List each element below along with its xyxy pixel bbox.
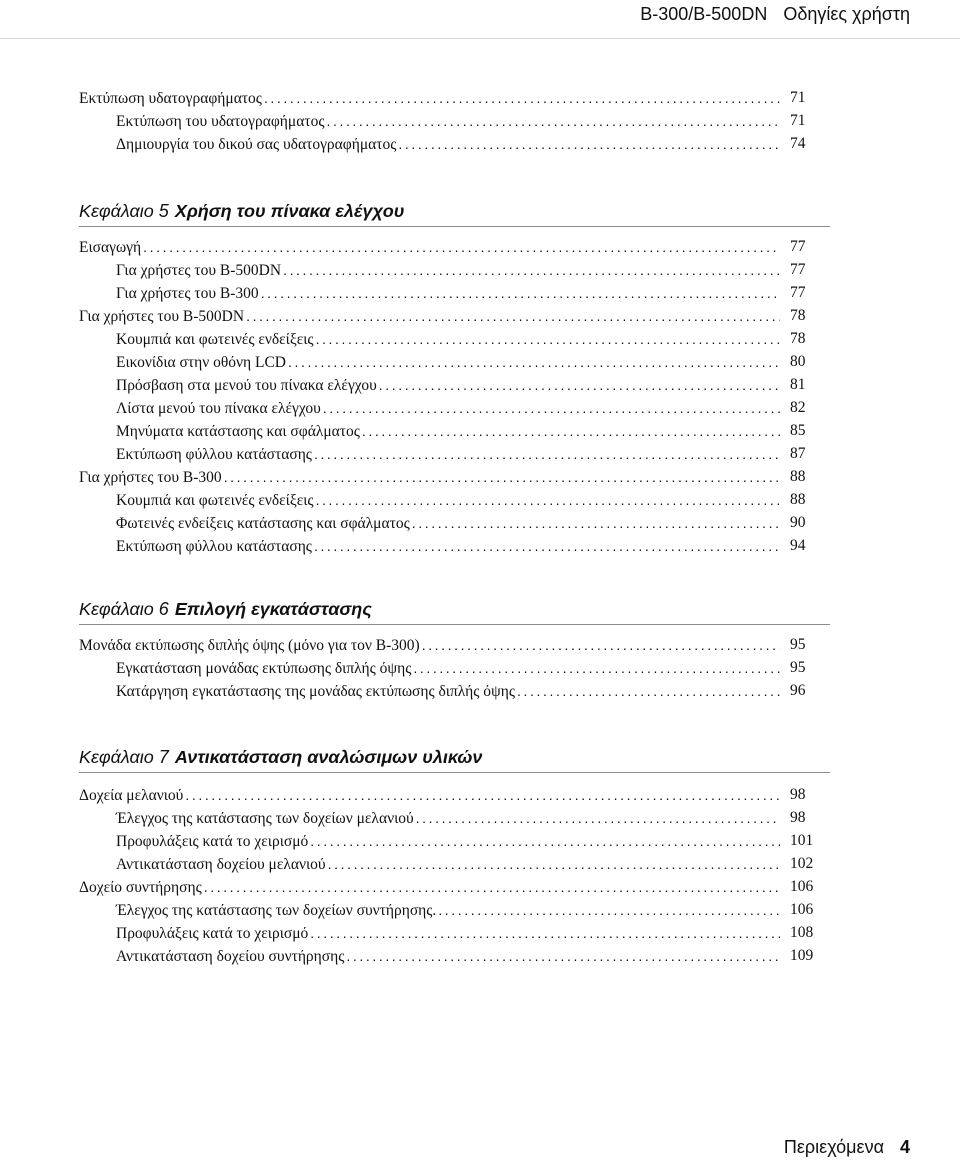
toc-entry-page[interactable]: 88 (790, 491, 806, 508)
toc-entry-page[interactable]: 85 (790, 422, 806, 439)
chapter-name: Αντικατάσταση αναλώσιμων υλικών (174, 747, 483, 767)
toc-entry[interactable] (79, 783, 783, 807)
leader-dots (517, 679, 780, 703)
leader-dots (264, 86, 780, 110)
leader-dots (143, 235, 780, 259)
chapter-divider (79, 624, 830, 625)
toc-entry-page[interactable]: 106 (790, 878, 814, 895)
toc-entry-title: Έλεγχος της κατάστασης των δοχείων μελανιού (116, 810, 414, 827)
leader-dots (261, 281, 780, 305)
toc-entry-page[interactable]: 71 (790, 89, 806, 106)
leader-dots (316, 327, 780, 351)
toc-entry[interactable] (116, 534, 783, 558)
toc-entry-page[interactable]: 74 (790, 135, 806, 152)
toc-entry-title: Πρόσβαση στα μενού του πίνακα ελέγχου (116, 377, 377, 394)
toc-entry[interactable] (116, 656, 783, 680)
leader-dots (346, 944, 780, 968)
chapter-heading[interactable] (79, 745, 482, 769)
toc-entry[interactable] (116, 829, 783, 853)
toc-entry-title: Δοχείο συντήρησης (79, 879, 202, 896)
toc-entry[interactable] (79, 235, 783, 259)
toc-entry-title: Εκτύπωση φύλλου κατάστασης (116, 446, 312, 463)
toc-entry-title: Προφυλάξεις κατά το χειρισμό (116, 925, 309, 942)
toc-entry[interactable] (79, 633, 783, 657)
toc-entry-page[interactable]: 80 (790, 353, 806, 370)
chapter-label: Κεφάλαιο 6 (79, 599, 169, 619)
leader-dots (323, 396, 780, 420)
toc-entry-title: Εκτύπωση του υδατογραφήματος (116, 113, 325, 130)
toc-entry-title: Εισαγωγή (79, 239, 142, 256)
toc-entry-title: Εκτύπωση υδατογραφήματος (79, 90, 262, 107)
toc-entry[interactable] (116, 511, 783, 535)
leader-dots (438, 898, 780, 922)
toc-entry-title: Κατάργηση εγκατάστασης της μονάδας εκτύπωσης διπλής όψης (116, 683, 515, 700)
leader-dots (328, 852, 780, 876)
toc-entry-page[interactable]: 81 (790, 376, 806, 393)
toc-entry-page[interactable]: 108 (790, 924, 814, 941)
toc-entry[interactable] (116, 852, 783, 876)
chapter-name: Χρήση του πίνακα ελέγχου (174, 201, 405, 221)
leader-dots (310, 829, 780, 853)
toc-entry-title: Φωτεινές ενδείξεις κατάστασης και σφάλματος (116, 515, 410, 532)
toc-entry-page[interactable]: 94 (790, 537, 806, 554)
toc-entry[interactable] (116, 944, 783, 968)
leader-dots (422, 633, 780, 657)
toc-entry-title: Για χρήστες του B-300 (79, 469, 222, 486)
chapter-divider (79, 772, 830, 773)
leader-dots (185, 783, 780, 807)
toc-entry[interactable] (116, 281, 783, 305)
header-doc-title: Οδηγίες χρήστη (783, 4, 910, 24)
toc-entry-title: Δημιουργία του δικού σας υδατογραφήματος (116, 136, 397, 153)
toc-entry[interactable] (116, 258, 783, 282)
toc-entry-page[interactable]: 77 (790, 238, 806, 255)
toc-entry-page[interactable]: 102 (790, 855, 814, 872)
leader-dots (379, 373, 780, 397)
leader-dots (398, 132, 780, 156)
toc-entry[interactable] (116, 373, 783, 397)
toc-entry[interactable] (116, 109, 783, 133)
toc-entry-title: Δοχεία μελανιού (79, 787, 184, 804)
toc-entry-title: Προφυλάξεις κατά το χειρισμό (116, 833, 309, 850)
toc-entry[interactable] (116, 442, 783, 466)
toc-entry-title: Αντικατάσταση δοχείου μελανιού (116, 856, 326, 873)
toc-entry-page[interactable]: 90 (790, 514, 806, 531)
toc-entry-title: Κουμπιά και φωτεινές ενδείξεις (116, 492, 314, 509)
toc-entry-title: Λίστα μενού του πίνακα ελέγχου (116, 400, 321, 417)
toc-entry-page[interactable]: 101 (790, 832, 814, 849)
toc-entry[interactable] (79, 875, 783, 899)
leader-dots (412, 511, 780, 535)
chapter-label: Κεφάλαιο 5 (79, 201, 169, 221)
leader-dots (224, 465, 780, 489)
chapter-heading[interactable] (79, 597, 372, 621)
toc-entry-page[interactable]: 78 (790, 330, 806, 347)
toc-entry-title: Για χρήστες του B-500DN (79, 308, 245, 325)
leader-dots (283, 258, 780, 282)
chapter-divider (79, 226, 830, 227)
leader-dots (416, 806, 780, 830)
leader-dots (204, 875, 780, 899)
toc-entry-title: Μηνύματα κατάστασης και σφάλματος (116, 423, 360, 440)
toc-entry-title: Εικονίδια στην οθόνη LCD (116, 354, 286, 371)
chapter-label: Κεφάλαιο 7 (79, 747, 169, 767)
header-divider (0, 38, 960, 39)
toc-entry[interactable] (116, 921, 783, 945)
toc-entry[interactable] (116, 396, 783, 420)
toc-entry-page[interactable]: 71 (790, 112, 806, 129)
leader-dots (362, 419, 780, 443)
toc-entry-page[interactable]: 96 (790, 682, 806, 699)
chapter-name: Επιλογή εγκατάστασης (174, 599, 372, 619)
toc-entry-page[interactable]: 77 (790, 284, 806, 301)
toc-entry[interactable] (116, 132, 783, 156)
chapter-heading[interactable] (79, 199, 404, 223)
toc-entry[interactable] (116, 419, 783, 443)
toc-entry-page[interactable]: 88 (790, 468, 806, 485)
toc-entry-page[interactable]: 98 (790, 786, 806, 803)
leader-dots (314, 534, 780, 558)
toc-entry[interactable] (116, 327, 783, 351)
footer-label: Περιεχόμενα (783, 1137, 884, 1157)
leader-dots (316, 488, 780, 512)
leader-dots (310, 921, 780, 945)
toc-entry-title: Εγκατάσταση μονάδας εκτύπωσης διπλής όψης (116, 660, 412, 677)
toc-entry[interactable] (79, 465, 783, 489)
toc-entry-page[interactable]: 109 (790, 947, 814, 964)
toc-entry-page[interactable]: 87 (790, 445, 806, 462)
toc-entry-page[interactable]: 95 (790, 636, 806, 653)
toc-entry-page[interactable]: 82 (790, 399, 806, 416)
toc-entry-page[interactable]: 95 (790, 659, 806, 676)
toc-entry-page[interactable]: 106 (790, 901, 814, 918)
running-header (640, 4, 910, 25)
page-footer (784, 1137, 910, 1158)
footer-page-number: 4 (899, 1137, 910, 1157)
toc-entry[interactable] (79, 304, 783, 328)
toc-entry-page[interactable]: 78 (790, 307, 806, 324)
toc-entry-title: Κουμπιά και φωτεινές ενδείξεις (116, 331, 314, 348)
toc-entry[interactable] (116, 679, 783, 703)
leader-dots (314, 442, 780, 466)
toc-entry-title: Για χρήστες του B-500DN (116, 262, 282, 279)
toc-entry[interactable] (116, 488, 783, 512)
toc-entry[interactable] (116, 898, 783, 922)
leader-dots (413, 656, 780, 680)
toc-entry-title: Για χρήστες του B-300 (116, 285, 259, 302)
toc-entry-title: Έλεγχος της κατάστασης των δοχείων συντήρησης. (116, 902, 437, 919)
toc-entry-page[interactable]: 98 (790, 809, 806, 826)
toc-entry-title: Εκτύπωση φύλλου κατάστασης (116, 538, 312, 555)
header-model: B-300/B-500DN (640, 4, 768, 24)
toc-entry-title: Αντικατάσταση δοχείου συντήρησης (116, 948, 345, 965)
toc-entry[interactable] (116, 350, 783, 374)
toc-entry[interactable] (79, 86, 783, 110)
leader-dots (326, 109, 780, 133)
leader-dots (246, 304, 780, 328)
toc-entry[interactable] (116, 806, 783, 830)
toc-entry-title: Μονάδα εκτύπωσης διπλής όψης (μόνο για τον B-300) (79, 637, 420, 654)
toc-entry-page[interactable]: 77 (790, 261, 806, 278)
leader-dots (288, 350, 780, 374)
